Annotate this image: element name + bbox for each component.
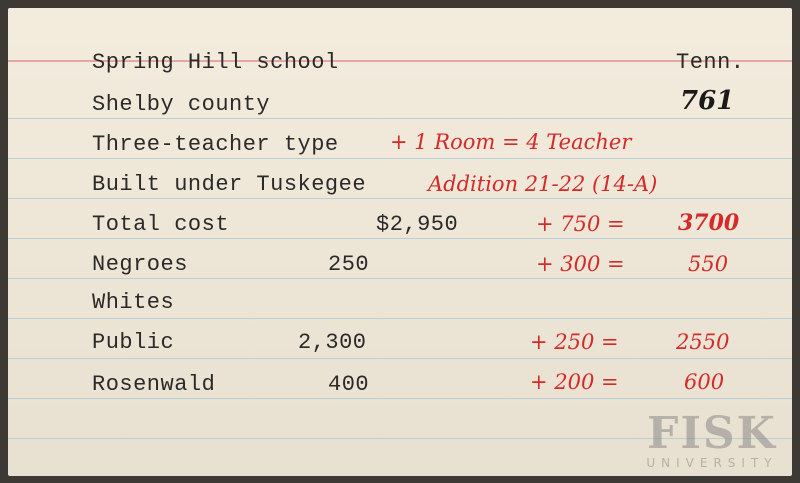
row-note: + 750 =	[536, 212, 625, 236]
row-label: Negroes	[92, 252, 188, 277]
built-note: Addition 21-22 (14-A)	[428, 172, 658, 196]
row-amount: 2,300	[298, 330, 367, 355]
row-label: Public	[92, 330, 175, 355]
index-card	[8, 8, 792, 476]
school-type: Three-teacher type	[92, 132, 339, 157]
type-note: + 1 Room = 4 Teacher	[390, 130, 632, 154]
row-amount: 400	[328, 372, 370, 397]
school-name: Spring Hill school	[92, 50, 339, 75]
row-amount: $2,950	[376, 212, 459, 237]
blue-rule	[8, 238, 792, 239]
row-label: Total cost	[92, 212, 230, 237]
built-under: Built under Tuskegee	[92, 172, 367, 197]
blue-rule	[8, 198, 792, 199]
logo-wordmark: FISK	[647, 408, 777, 459]
blue-rule	[8, 318, 792, 319]
blue-rule	[8, 358, 792, 359]
row-note: + 250 =	[530, 330, 619, 354]
fisk-university-logo	[632, 408, 792, 478]
row-amount: 250	[328, 252, 370, 277]
row-label: Whites	[92, 290, 175, 315]
blue-rule	[8, 158, 792, 159]
blue-rule	[8, 118, 792, 119]
card-number: 761	[680, 86, 735, 116]
row-label: Rosenwald	[92, 372, 216, 397]
row-note: + 300 =	[536, 252, 625, 276]
logo-subtitle: UNIVERSITY	[646, 456, 778, 470]
state: Tenn.	[676, 50, 745, 75]
row-total: 600	[684, 370, 725, 394]
county: Shelby county	[92, 92, 271, 117]
blue-rule	[8, 278, 792, 279]
row-total: 2550	[676, 330, 730, 354]
row-total: 3700	[678, 210, 740, 236]
row-note: + 200 =	[530, 370, 619, 394]
row-total: 550	[688, 252, 729, 276]
blue-rule	[8, 398, 792, 399]
